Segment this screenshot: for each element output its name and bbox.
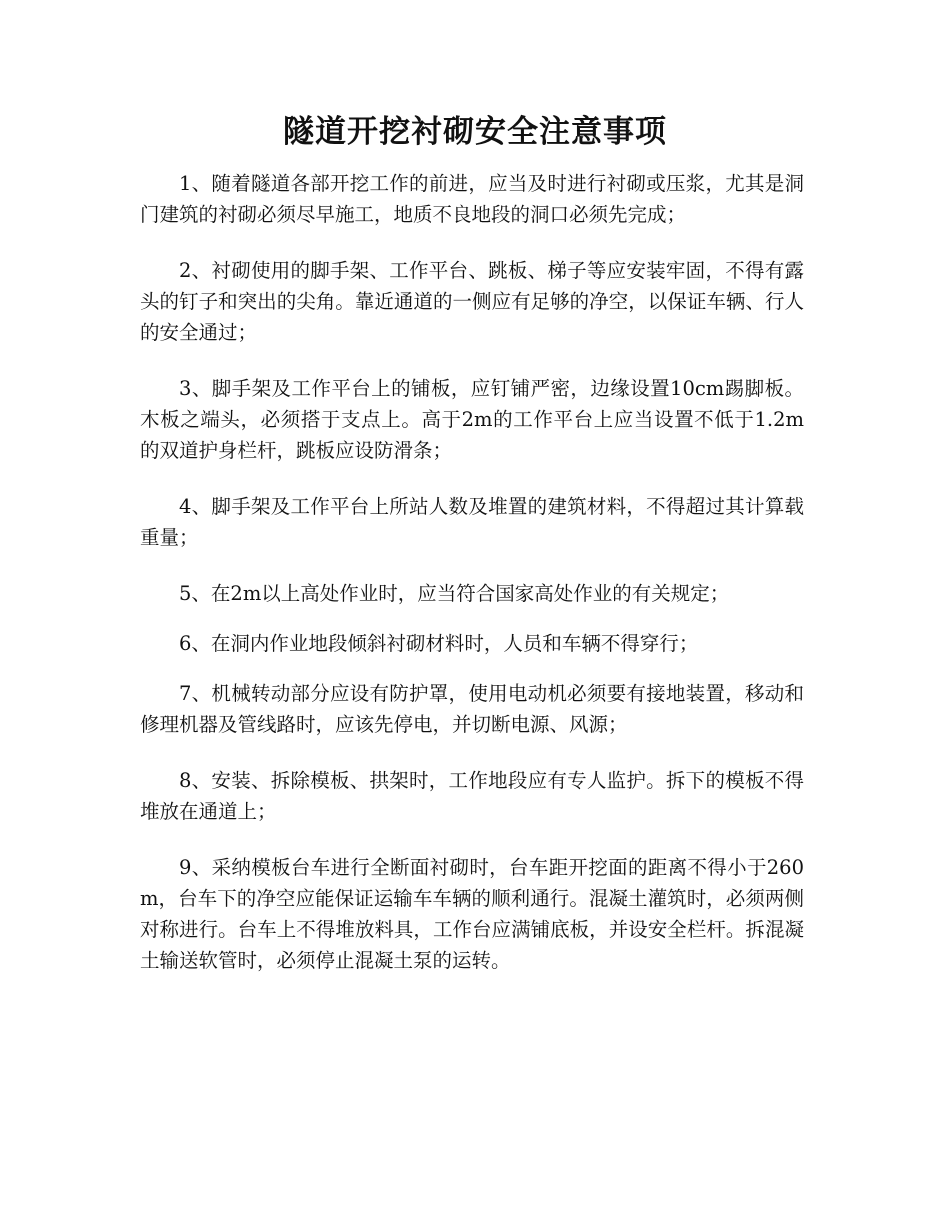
paragraph-9: 9、采纳模板台车进行全断面衬砌时，台车距开挖面的距离不得小于260m，台车下的净空应能保证运输车车辆的顺利通行。混凝土灌筑时，必须两侧对称进行。台车上不得堆放料具，工作台应满铺底板，并设安全栏杆。拆混凝土输送软管时，必须停止混凝土泵的运转。 xyxy=(140,856,804,972)
paragraph-7: 7、机械转动部分应设有防护罩，使用电动机必须要有接地装置，移动和修理机器及管线路时，应该先停电，并切断电源、风源； xyxy=(140,682,804,736)
paragraph-8: 8、安装、拆除模板、拱架时，工作地段应有专人监护。拆下的模板不得堆放在通道上； xyxy=(140,769,804,823)
paragraph-6: 6、在洞内作业地段倾斜衬砌材料时，人员和车辆不得穿行； xyxy=(179,632,699,655)
paragraph-3: 3、脚手架及工作平台上的铺板，应钉铺严密，边缘设置10cm踢脚板。木板之端头，必须搭于支点上。高于2m的工作平台上应当设置不低于1.2m的双道护身栏杆，跳板应设防滑条； xyxy=(140,377,804,462)
paragraph-4: 4、脚手架及工作平台上所站人数及堆置的建筑材料，不得超过其计算载重量； xyxy=(140,495,804,549)
paragraph-2: 2、衬砌使用的脚手架、工作平台、跳板、梯子等应安装牢固，不得有露头的钉子和突出的尖角。靠近通道的一侧应有足够的净空，以保证车辆、行人的安全通过； xyxy=(140,259,804,344)
paragraph-5: 5、在2m以上高处作业时，应当符合国家高处作业的有关规定； xyxy=(179,582,730,605)
document-title: 隧道开挖衬砌安全注意事项 xyxy=(283,114,667,150)
document-body xyxy=(140,168,804,1001)
paragraph-1: 1、随着隧道各部开挖工作的前进，应当及时进行衬砌或压浆，尤其是洞门建筑的衬砌必须尽早施工，地质不良地段的洞口必须先完成； xyxy=(140,172,804,226)
